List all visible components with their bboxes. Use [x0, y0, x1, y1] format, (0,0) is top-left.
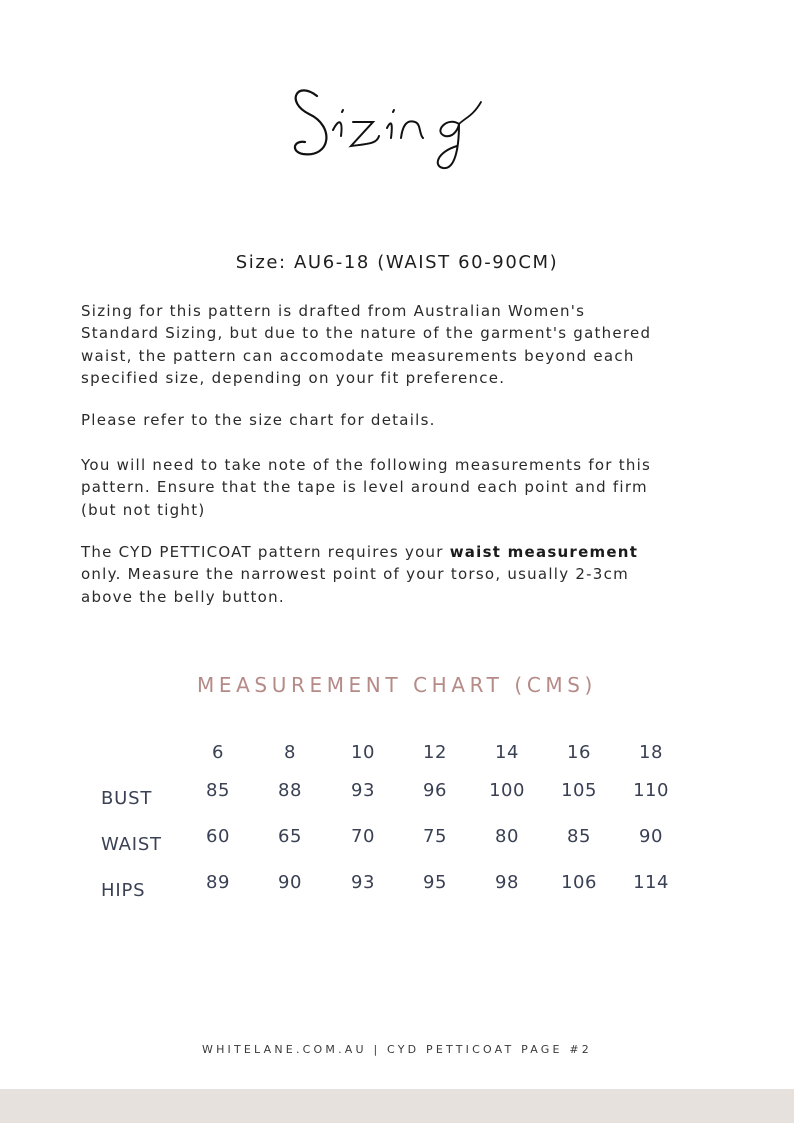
- measurement-cell: 93: [351, 780, 375, 801]
- size-header-cell: 14: [495, 742, 519, 763]
- measurement-cell: 110: [633, 780, 669, 801]
- size-header-cell: 8: [284, 742, 296, 763]
- measurement-cell: 90: [278, 872, 302, 893]
- measurement-cell: 60: [206, 826, 230, 847]
- row-label-hips: HIPS: [101, 880, 146, 901]
- refer-paragraph: Please refer to the size chart for details.: [81, 411, 436, 429]
- page-footer: WHITELANE.COM.AU | CYD PETTICOAT PAGE #2: [202, 1043, 592, 1056]
- size-header-cell: 10: [351, 742, 375, 763]
- measurement-cell: 96: [423, 780, 447, 801]
- size-header-cell: 12: [423, 742, 447, 763]
- size-header-cell: 6: [212, 742, 224, 763]
- measurement-cell: 105: [561, 780, 597, 801]
- measurement-cell: 85: [567, 826, 591, 847]
- measurement-chart-title: MEASUREMENT CHART (CMS): [197, 673, 597, 697]
- waist-paragraph: [81, 541, 731, 608]
- intro-paragraph: Sizing for this pattern is drafted from Australian Women's Standard Sizing, but due to the nature of the garment's gathered waist, the pattern can accomodate measurements beyond each specified size, depending on your fit preference.: [81, 302, 652, 387]
- measurement-instructions-paragraph: You will need to take note of the following measurements for this pattern. Ensure that the tape is level around each point and firm (but not tight): [81, 456, 652, 519]
- measurement-cell: 114: [633, 872, 669, 893]
- size-range-heading: Size: AU6-18 (WAIST 60-90CM): [235, 252, 559, 273]
- measurement-cell: 88: [278, 780, 302, 801]
- measurement-cell: 65: [278, 826, 302, 847]
- bottom-band: [0, 1089, 794, 1123]
- script-title-art: [287, 62, 507, 182]
- row-label-bust: BUST: [101, 788, 153, 809]
- measurement-cell: 93: [351, 872, 375, 893]
- waist-paragraph-start: The CYD PETTICOAT pattern requires your: [81, 543, 450, 561]
- measurement-cell: 106: [561, 872, 597, 893]
- waist-measurement-emphasis: waist measurement: [449, 543, 639, 561]
- measurement-cell: 89: [206, 872, 230, 893]
- size-header-cell: 18: [639, 742, 663, 763]
- measurement-cell: 95: [423, 872, 447, 893]
- measurement-table: [0, 742, 794, 902]
- measurement-cell: 75: [423, 826, 447, 847]
- measurement-cell: 70: [351, 826, 375, 847]
- page-title: [0, 62, 794, 182]
- measurement-cell: 100: [489, 780, 525, 801]
- row-label-waist: WAIST: [101, 834, 162, 855]
- size-header-cell: 16: [567, 742, 591, 763]
- measurement-cell: 85: [206, 780, 230, 801]
- measurement-cell: 90: [639, 826, 663, 847]
- measurement-cell: 80: [495, 826, 519, 847]
- title-text: Sizing: [395, 180, 399, 181]
- waist-paragraph-end: only. Measure the narrowest point of your torso, usually 2-3cm above the belly button.: [81, 565, 629, 606]
- measurement-cell: 98: [495, 872, 519, 893]
